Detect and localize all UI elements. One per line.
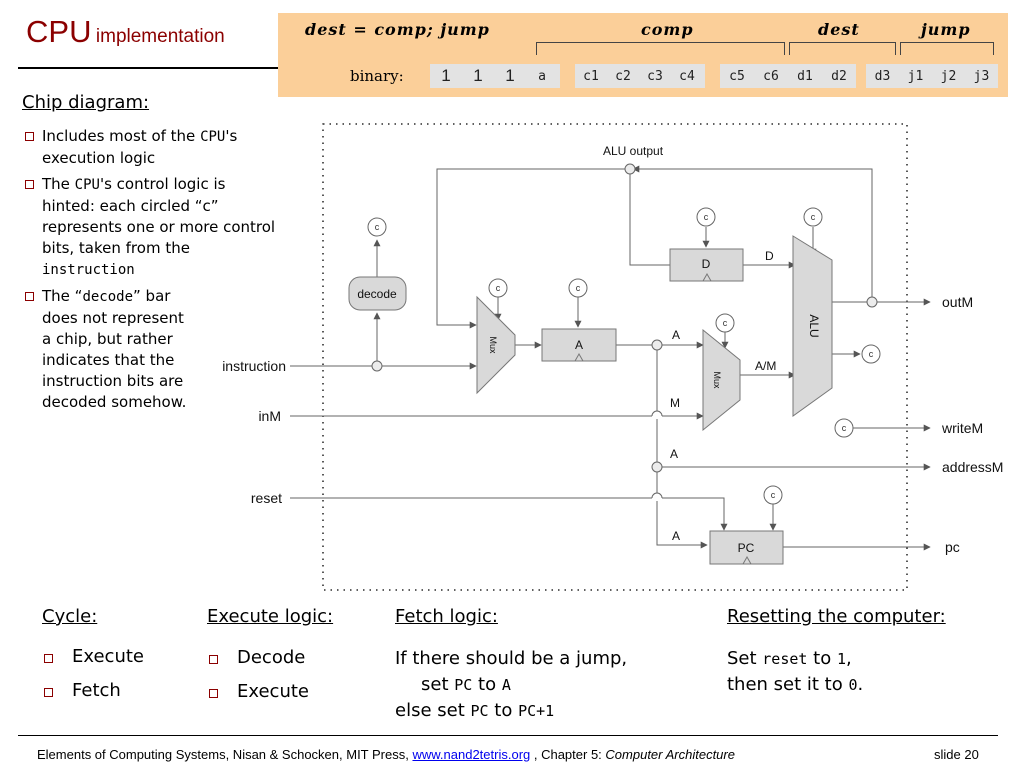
- title-sub: implementation: [95, 26, 225, 47]
- execute-list: [207, 647, 309, 702]
- addressm-label: addressM: [942, 459, 1004, 475]
- list-item: [207, 647, 309, 668]
- bit: 1: [441, 66, 451, 85]
- reset-heading: Resetting the computer:: [727, 606, 946, 627]
- mux2-label: Mux: [712, 371, 722, 389]
- c-label: c: [810, 212, 816, 222]
- title-main: CPU: [26, 14, 92, 49]
- pc-out-label: pc: [945, 539, 960, 555]
- footer-text: , Chapter 5:: [530, 747, 606, 762]
- bit: d2: [831, 68, 847, 84]
- reset-text: [727, 646, 863, 698]
- bit: d1: [797, 68, 813, 84]
- slide-number: slide 20: [934, 747, 979, 762]
- dest-label: dest: [818, 20, 860, 39]
- list-item: [42, 646, 144, 667]
- footer-text: Elements of Computing Systems, Nisan & Schocken, MIT Press,: [37, 747, 413, 762]
- reset-label: reset: [250, 490, 282, 506]
- note-text: ” bar does not represent a chip, but rather indicates that the instruction bits are decoded somehow.: [42, 287, 187, 411]
- c-label: c: [374, 222, 380, 232]
- footer-divider: [18, 735, 998, 736]
- jump-label: jump: [921, 20, 971, 39]
- inm-label: inM: [258, 408, 281, 424]
- comp-label: comp: [641, 20, 694, 39]
- bit: d3: [874, 68, 891, 84]
- fetch-line: else set PC to PC+1: [395, 700, 555, 721]
- bit: 1: [473, 66, 483, 85]
- junction-dot: [652, 340, 662, 350]
- c-label: c: [770, 490, 776, 500]
- bit: 1: [505, 66, 515, 85]
- c-label: c: [703, 212, 709, 222]
- c-label: c: [722, 318, 728, 328]
- alu-output-wire: [633, 169, 872, 302]
- note-text: 's execution logic: [42, 127, 238, 167]
- junction-dot: [625, 164, 635, 174]
- note-text: Includes most of the: [42, 127, 201, 145]
- note-text: 's control logic is hinted: each circled “c” represents one or more control bits, taken from the: [42, 175, 276, 257]
- bit: j1: [907, 68, 924, 84]
- note-code: CPU: [200, 129, 226, 145]
- fetch-line: If there should be a jump,: [395, 648, 628, 669]
- junction-dot: [372, 361, 382, 371]
- pc-register-label: PC: [737, 541, 755, 555]
- mux1-label: Mux: [488, 336, 498, 354]
- bullet-square-icon: [209, 655, 218, 664]
- bit: j2: [940, 68, 957, 84]
- bit: c5: [729, 68, 745, 84]
- note-code: instruction: [42, 262, 135, 278]
- d-wire-label: D: [765, 249, 774, 263]
- format-label: dest = comp; jump: [305, 20, 490, 39]
- footer-citation: [37, 747, 735, 762]
- fetch-text: [395, 646, 627, 724]
- reset-wire: [662, 498, 724, 530]
- fetch-line: set PC to A: [421, 674, 511, 695]
- d-register-label: D: [701, 257, 711, 271]
- decode-label: decode: [357, 287, 397, 301]
- junction-dot: [652, 462, 662, 472]
- bit: c2: [615, 68, 631, 84]
- bit: c4: [679, 68, 695, 84]
- c-label: c: [868, 349, 874, 359]
- bullet-square-icon: [44, 654, 53, 663]
- c-label: c: [575, 283, 581, 293]
- note-code: decode: [82, 289, 134, 305]
- alu-output-label: ALU output: [603, 144, 664, 158]
- c-label: c: [495, 283, 501, 293]
- nand2tetris-link[interactable]: www.nand2tetris.org: [412, 747, 531, 762]
- a-wire-label: A: [670, 447, 679, 461]
- bit: c6: [763, 68, 779, 84]
- item-text: Fetch: [72, 680, 121, 701]
- execute-heading: Execute logic:: [207, 606, 334, 627]
- cycle-heading: Cycle:: [42, 606, 98, 627]
- reset-line: then set it to 0.: [727, 674, 864, 695]
- chip-diagram-heading: Chip diagram:: [22, 92, 150, 113]
- bullet-square-icon: [209, 689, 218, 698]
- fetch-heading: Fetch logic:: [395, 606, 498, 627]
- binary-label: binary:: [350, 67, 404, 85]
- note-text: The: [42, 175, 75, 193]
- outm-label: outM: [942, 294, 974, 310]
- instruction-label: instruction: [222, 358, 286, 374]
- bit: c1: [583, 68, 599, 84]
- reset-line: Set reset to 1,: [727, 648, 852, 669]
- c-label: c: [841, 423, 847, 433]
- chapter-title: Computer Architecture: [605, 747, 735, 762]
- feedback-to-mux1-wire: [437, 169, 628, 325]
- bit: j3: [973, 68, 990, 84]
- item-text: Decode: [237, 647, 306, 668]
- a-register-label: A: [574, 338, 584, 352]
- writem-label: writeM: [942, 420, 984, 436]
- a-wire-label: A: [672, 529, 681, 543]
- list-item: [207, 681, 309, 702]
- note-code: CPU: [74, 177, 100, 193]
- cycle-list: [42, 646, 144, 701]
- alu-label: ALU: [807, 314, 821, 338]
- a-wire-label: A: [672, 328, 681, 342]
- list-item: [42, 680, 144, 701]
- m-wire-label: M: [670, 396, 680, 410]
- bullet-square-icon: [44, 688, 53, 697]
- item-text: Execute: [237, 681, 309, 702]
- bit: c3: [647, 68, 663, 84]
- note-text: The “: [42, 287, 83, 305]
- junction-dot: [867, 297, 877, 307]
- bit: a: [538, 68, 546, 84]
- am-wire-label: A/M: [755, 359, 777, 373]
- a-to-pc-wire: [657, 501, 707, 545]
- item-text: Execute: [72, 646, 144, 667]
